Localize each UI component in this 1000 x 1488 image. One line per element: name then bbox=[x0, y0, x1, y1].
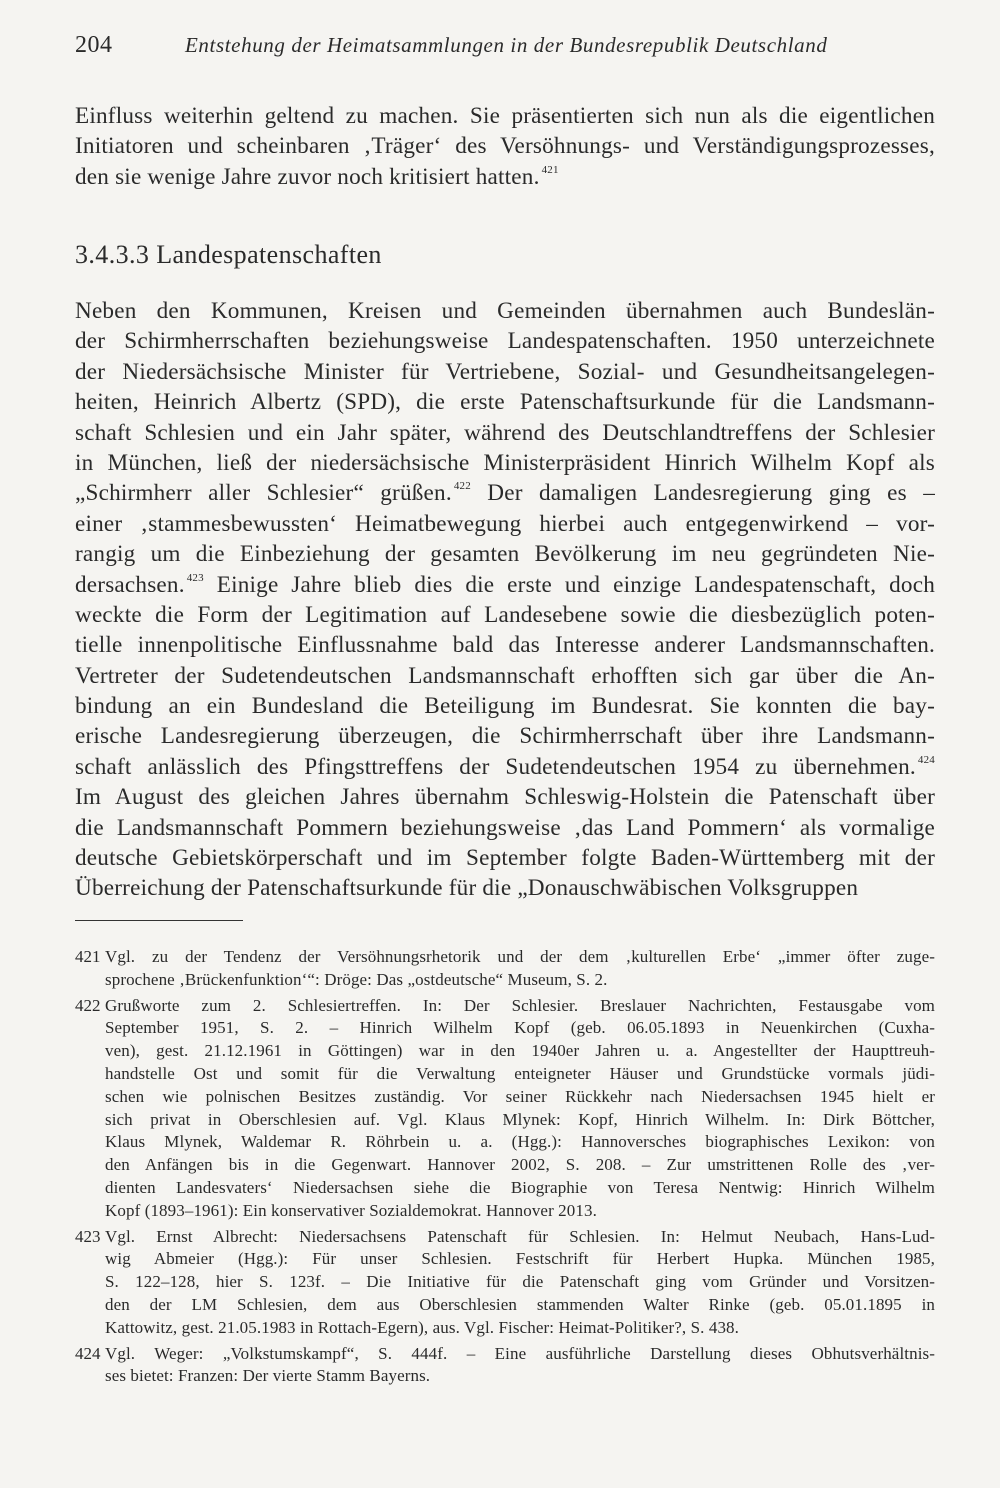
footnote-line: Vgl. Weger: „Volkstumskampf“, S. 444f. – Eine ausführliche Darstellung dieses Obhutsverhältnis- bbox=[105, 1343, 935, 1363]
text-line: rangig um die Einbeziehung der gesamten Bevölkerung im neu gegründeten Nie- bbox=[75, 541, 935, 568]
footnote bbox=[75, 1226, 935, 1340]
footnote-line: sprochene ‚Brückenfunktion‘“: Dröge: Das „ostdeutsche“ Museum, S. 2. bbox=[105, 969, 608, 989]
text-line: tielle innenpolitische Einflussnahme bald das Interesse anderer Landsmannschaften. bbox=[75, 632, 935, 659]
section-heading: 3.4.3.3 Landespatenschaften bbox=[75, 240, 382, 269]
text-line: der Schirmherrschaften beziehungsweise Landespatenschaften. 1950 unterzeichnete bbox=[75, 328, 935, 355]
page-number: 204 bbox=[75, 32, 113, 58]
footnote-line: schen wie polnischen Besitzes zuständig. Vor seiner Rückkehr nach Niedersachsen 1945 hielt er bbox=[105, 1086, 935, 1106]
text-line: deutsche Gebietskörperschaft und im September folgte Baden-Württemberg mit der bbox=[75, 845, 935, 872]
footnote-line: Vgl. zu der Tendenz der Versöhnungsrhetorik und der dem ‚kulturellen Erbe‘ „immer öfter zuge- bbox=[105, 947, 935, 966]
text-line: einer ‚stammesbewussten‘ Heimatbewegung hierbei auch entgegenwirkend – vor- bbox=[75, 510, 935, 537]
footnote-line: Grußworte zum 2. Schlesiertreffen. In: Der Schlesier. Breslauer Nachrichten, Festausgabe vom bbox=[105, 995, 935, 1015]
footnote-reference[interactable]: 423 bbox=[186, 571, 204, 584]
footnote-line: September 1951, S. 2. – Hinrich Wilhelm Kopf (geb. 06.05.1893 in Neuenkirchen (Cuxha- bbox=[105, 1018, 935, 1038]
text-line: erische Landesregierung überzeugen, die Schirmherrschaft über ihre Landsmann- bbox=[75, 723, 935, 750]
footnote-reference[interactable]: 421 bbox=[541, 163, 559, 176]
text-line: Im August des gleichen Jahres übernahm Schleswig-Holstein die Patenschaft über bbox=[75, 784, 935, 811]
text-line: den sie wenige Jahre zuvor noch kritisiert hatten. $^{421}$ bbox=[75, 163, 559, 190]
text-line: die Landsmannschaft Pommern beziehungsweise ‚das Land Pommern‘ als vormalige bbox=[75, 814, 935, 841]
text-line: schaft Schlesien und ein Jahr später, während des Deutschlandtreffens der Schlesier bbox=[75, 419, 935, 446]
footnotes bbox=[75, 946, 935, 1391]
footnote-line: Kattowitz, gest. 21.05.1983 in Rottach-Egern), aus. Vgl. Fischer: Heimat-Politiker?, S. 438. bbox=[105, 1317, 740, 1337]
footnote-line: sich privat in Oberschlesien auf. Vgl. Klaus Mlynek: Kopf, Hinrich Wilhelm. In: Dirk Böttcher, bbox=[105, 1109, 935, 1129]
footnote-number: 424 bbox=[75, 1343, 101, 1363]
page-header bbox=[75, 32, 935, 66]
footnote-reference[interactable]: 422 bbox=[453, 480, 471, 493]
footnote bbox=[75, 995, 935, 1223]
footnote-line: handstelle Ost und somit für die Verwaltung enteigneter Häuser und Grundstücke vormals jüdi- bbox=[105, 1063, 935, 1083]
footnote-line: Klaus Mlynek, Waldemar R. Röhrbein u. a. (Hgg.): Hannoversches biographisches Lexikon: von bbox=[105, 1132, 935, 1152]
intro-paragraph bbox=[75, 101, 935, 192]
footnote-line: S. 122–128, hier S. 123f. – Die Initiative für die Patenschaft ging vom Gründer und Vorsitzen- bbox=[105, 1272, 935, 1292]
section-paragraph bbox=[75, 296, 935, 904]
text-line: schaft anlässlich des Pfingsttreffens der Sudetendeutschen 1954 zu übernehmen. $^{424}$ bbox=[75, 753, 935, 780]
footnote-number: 421 bbox=[75, 947, 101, 966]
footnote-line: wig Abmeier (Hgg.): Für unser Schlesien. Festschrift für Herbert Hupka. München 1985, bbox=[105, 1249, 935, 1269]
text-line: weckte die Form der Legitimation auf Landesebene sowie die diesbezüglich poten- bbox=[75, 601, 935, 628]
footnote-line: den der LM Schlesien, dem aus Oberschlesien stammenden Walter Rinke (geb. 05.01.1895 in bbox=[105, 1294, 935, 1314]
text-line: Neben den Kommunen, Kreisen und Gemeinden übernahmen auch Bundeslän- bbox=[75, 298, 935, 324]
text-line: der Niedersächsische Minister für Vertriebene, Sozial- und Gesundheitsangelegen- bbox=[75, 358, 935, 385]
text-line: „Schirmherr aller Schlesier“ grüßen. $^{422}$ Der damaligen Landesregierung ging es – bbox=[75, 480, 935, 507]
footnote bbox=[75, 1343, 935, 1389]
footnote-line: den Anfängen bis in die Gegenwart. Hannover 2002, S. 208. – Zur umstrittenen Rolle des ‚ver- bbox=[105, 1155, 935, 1175]
text-line: dersachsen. $^{423}$ Einige Jahre blieb dies die erste und einzige Landespatenschaft, doch bbox=[75, 571, 935, 598]
running-head: Entstehung der Heimatsammlungen in der Bundesrepublik Deutschland bbox=[185, 33, 828, 57]
footnote-line: Vgl. Ernst Albrecht: Niedersachsens Patenschaft für Schlesien. In: Helmut Neubach, Hans-Lud- bbox=[105, 1226, 935, 1246]
text-line: heiten, Heinrich Albertz (SPD), die erste Patenschaftsurkunde für die Landsmann- bbox=[75, 389, 935, 416]
text-line: in München, ließ der niedersächsische Ministerpräsident Hinrich Wilhelm Kopf als bbox=[75, 449, 935, 476]
text-line: Überreichung der Patenschaftsurkunde für die „Donauschwäbischen Volksgruppen bbox=[75, 875, 859, 902]
footnote-line: dienten Landesvaters‘ Niedersachsen siehe die Biographie von Teresa Nentwig: Hinrich Wilhelm bbox=[105, 1177, 935, 1197]
footnote-reference[interactable]: 424 bbox=[917, 753, 935, 766]
footnote-number: 423 bbox=[75, 1226, 101, 1246]
text-line: Vertreter der Sudetendeutschen Landsmannschaft erhofften sich gar über die An- bbox=[75, 662, 935, 689]
footnote-line: Kopf (1893–1961): Ein konservativer Sozialdemokrat. Hannover 2013. bbox=[105, 1200, 597, 1220]
footnote-line: ven), gest. 21.12.1961 in Göttingen) war in den 1940er Jahren u. a. Angestellter der Haupttreuh- bbox=[105, 1041, 935, 1061]
text-line: Einfluss weiterhin geltend zu machen. Sie präsentierten sich nun als die eigentlichen bbox=[75, 103, 935, 129]
footnote-divider bbox=[75, 920, 243, 921]
text-line: Initiatoren und scheinbaren ‚Träger‘ des Versöhnungs- und Verständigungsprozesses, bbox=[75, 133, 935, 160]
text-line: bindung an ein Bundesland die Beteiligung im Bundesrat. Sie konnten die bay- bbox=[75, 693, 935, 720]
footnote-number: 422 bbox=[75, 995, 101, 1015]
footnote-line: ses bietet: Franzen: Der vierte Stamm Bayerns. bbox=[105, 1366, 431, 1386]
footnote bbox=[75, 946, 935, 992]
